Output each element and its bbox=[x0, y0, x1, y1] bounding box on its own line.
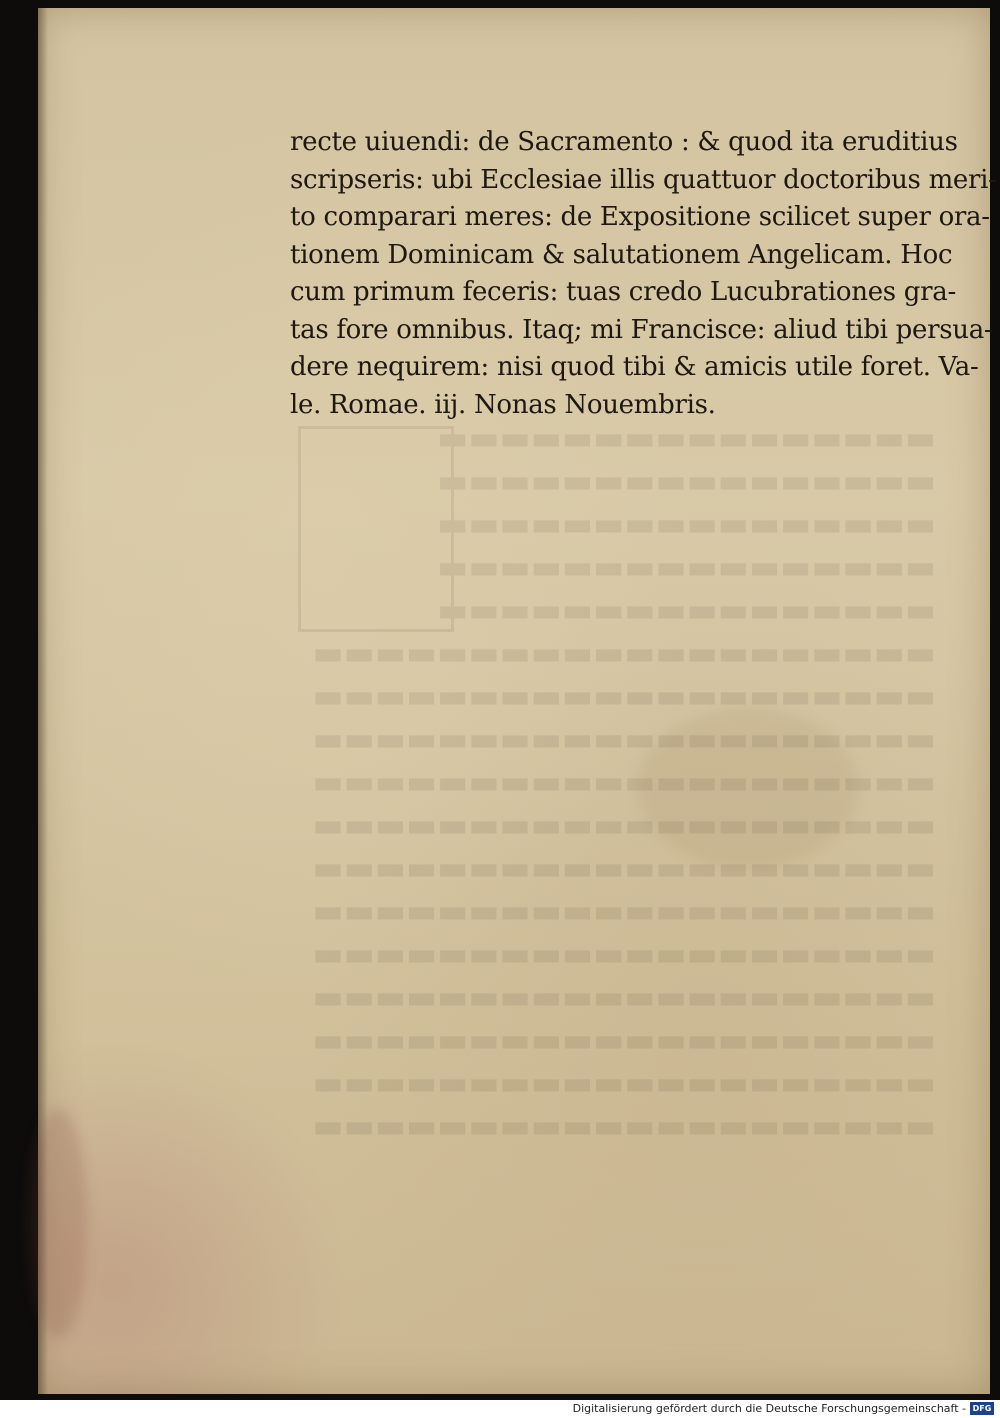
text-line: to comparari meres: de Expositione scilicet super ora- bbox=[290, 202, 990, 232]
page-stain bbox=[28, 1108, 88, 1338]
text-line: le. Romae. iij. Nonas Nouembris. bbox=[290, 389, 716, 420]
page-stain bbox=[638, 708, 858, 868]
text-line: scripseris: ubi Ecclesiae illis quattuor doctoribus meri- bbox=[290, 164, 997, 195]
dfg-logo[interactable]: DFG bbox=[970, 1402, 994, 1415]
text-line: cum primum feceris: tuas credo Lucubrationes gra- bbox=[290, 277, 956, 307]
text-line: tionem Dominicam & salutationem Angelicam. Hoc bbox=[290, 239, 953, 270]
body-text bbox=[290, 124, 997, 424]
book-page bbox=[38, 8, 997, 1394]
text-line: tas fore omnibus. Itaq; mi Francisce: aliud tibi persua- bbox=[290, 314, 993, 345]
funding-credit: Digitalisierung gefördert durch die Deutsche Forschungsgemeinschaft - bbox=[572, 1402, 966, 1415]
text-line: dere nequirem: nisi quod tibi & amicis utile foret. Va- bbox=[290, 352, 979, 382]
text-line: recte uiuendi: de Sacramento : & quod ita eruditius bbox=[290, 127, 958, 157]
show-through-woodcut bbox=[298, 426, 454, 632]
show-through-text: ▬▬▬▬▬▬▬▬▬▬▬▬▬▬▬▬ ▬▬▬▬▬▬▬▬▬▬▬▬▬▬▬▬ ▬▬▬▬▬▬▬▬▬▬▬▬▬▬▬▬ ▬▬▬▬▬▬▬▬▬▬▬▬▬▬▬▬ ▬▬▬▬▬▬▬▬▬▬▬▬▬▬▬▬ ▬▬▬▬▬▬▬▬▬▬▬▬▬▬▬▬▬▬▬▬ ▬▬▬▬▬▬▬▬▬▬▬▬▬▬▬▬▬▬▬▬ ▬▬▬▬▬▬▬▬▬▬▬▬▬▬▬▬▬▬▬▬ ▬▬▬▬▬▬▬▬▬▬▬▬▬▬▬▬▬▬▬▬ ▬▬▬▬▬▬▬▬▬▬▬▬▬▬▬▬▬▬▬▬ ▬▬▬▬▬▬▬▬▬▬▬▬▬▬▬▬▬▬▬▬ ▬▬▬▬▬▬▬▬▬▬▬▬▬▬▬▬▬▬▬▬ ▬▬▬▬▬▬▬▬▬▬▬▬▬▬▬▬▬▬▬▬ ▬▬▬▬▬▬▬▬▬▬▬▬▬▬▬▬▬▬▬▬ ▬▬▬▬▬▬▬▬▬▬▬▬▬▬▬▬▬▬▬▬ ▬▬▬▬▬▬▬▬▬▬▬▬▬▬▬▬▬▬▬▬ ▬▬▬▬▬▬▬▬▬▬▬▬▬▬▬▬▬▬▬▬ bbox=[296, 416, 936, 1176]
